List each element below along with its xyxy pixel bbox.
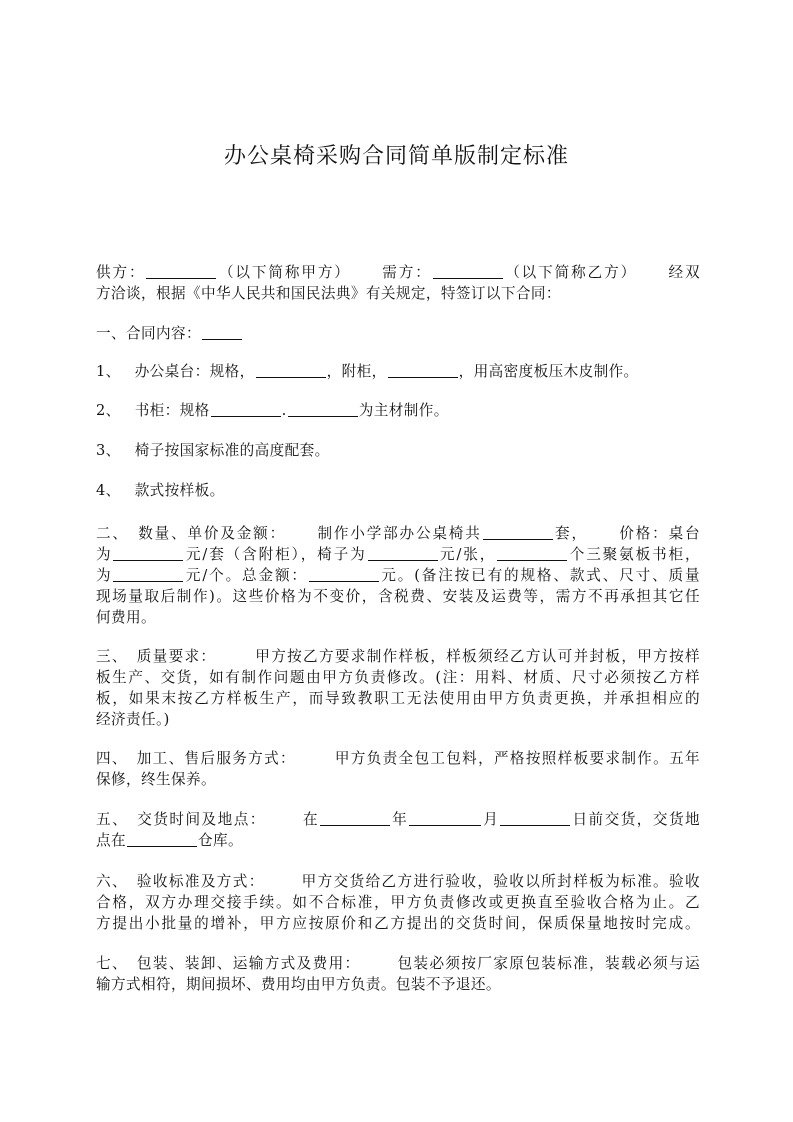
section-1-heading <box>96 323 700 344</box>
item-4-number: 4、 <box>96 482 121 499</box>
s2-text-e: 元/套（含附柜），椅子为 <box>184 546 367 563</box>
delivery-year-blank <box>320 811 390 826</box>
s2-text-b: 套， <box>553 525 588 542</box>
item-1-text-b: ，附柜， <box>326 363 387 380</box>
cabinet-blank <box>388 363 458 378</box>
s4-line-1: 甲方负责全包工包料，严格按照样板要求制作。五年 <box>333 750 700 767</box>
supplier-label: 供方： <box>96 264 146 281</box>
desk-spec-blank <box>256 363 326 378</box>
total-sets-blank <box>483 525 553 540</box>
bookcase-price-blank <box>113 567 183 582</box>
contract-content-blank <box>202 325 242 340</box>
s5-text-b: 年 <box>391 811 409 828</box>
section-4 <box>96 748 700 790</box>
intro-line1-tail: 经双 <box>667 264 701 281</box>
s3-line-1: 甲方按乙方要求制作样板，样板须经乙方认可并封板，甲方按样 <box>254 648 700 665</box>
s3-line-3: 板，如果末按乙方样板生产，而导致教职工无法使用由甲方负责更换，并承担相应的 <box>96 690 700 707</box>
supplier-note: （以下简称甲方） <box>217 264 351 281</box>
s2-text-j: 元。(备注按已有的规格、款式、尺寸、质量 <box>379 567 700 584</box>
intro-paragraph <box>96 262 700 304</box>
item-4-text: 款式按样板。 <box>134 482 225 499</box>
section-2 <box>96 523 700 628</box>
item-2-text-a: 书柜：规格 <box>134 402 210 419</box>
item-1-text-c: ，用高密度板压木皮制作。 <box>458 363 639 380</box>
s6-line-1: 甲方交货给乙方进行验收，验收以所封样板为标准。验收 <box>300 873 700 890</box>
s3-line-4: 经济责任。) <box>96 711 170 728</box>
s7-line-1: 包装必须按厂家原包装标准，装载必须与运 <box>396 955 700 972</box>
item-2-text-c: 为主材制作。 <box>358 402 449 419</box>
s2-text-a: 制作小学部办公桌椅共 <box>316 525 482 542</box>
total-amount-blank <box>309 567 379 582</box>
section-2-title: 数量、单价及金额： <box>136 525 287 542</box>
item-2-number: 2、 <box>96 402 121 419</box>
section-2-number: 二、 <box>96 525 129 542</box>
s5-text-d: 日前交货，交货地 <box>571 811 701 828</box>
section-7-title: 包装、装卸、运输方式及费用： <box>135 955 361 972</box>
section-5 <box>96 809 700 851</box>
chair-price-blank <box>368 546 438 561</box>
item-1 <box>96 361 700 382</box>
s2-text-g: 个三聚氨板书柜， <box>568 546 700 563</box>
section-3-title: 质量要求： <box>135 648 217 665</box>
item-3 <box>96 440 700 461</box>
section-7 <box>96 953 700 995</box>
section-7-number: 七、 <box>96 955 128 972</box>
buyer-label: 需方： <box>380 264 432 281</box>
s5-text-a: 在 <box>301 811 320 828</box>
intro-line-1 <box>96 262 700 283</box>
section-6 <box>96 871 700 934</box>
delivery-month-blank <box>409 811 481 826</box>
buyer-blank <box>433 264 503 279</box>
section-4-title: 加工、售后服务方式： <box>135 750 296 767</box>
page-title: 办公桌椅采购合同简单版制定标准 <box>223 144 569 169</box>
item-3-number: 3、 <box>96 442 121 459</box>
item-1-number: 1、 <box>96 363 121 380</box>
s2-text-f: 元/张， <box>438 546 497 563</box>
warehouse-blank <box>127 832 197 847</box>
item-3-text: 椅子按国家标准的高度配套。 <box>134 442 330 459</box>
section-5-number: 五、 <box>96 811 129 828</box>
section-5-title: 交货时间及地点： <box>136 811 266 828</box>
s2-text-c: 价格：桌台 <box>617 525 700 542</box>
s3-line-2: 板生产、交货，如有制作问题由甲方负责修改。(注：用料、材质、尺寸必须按乙方样 <box>96 669 700 686</box>
bookcase-spec-blank-1 <box>211 402 281 417</box>
bookcase-count-blank <box>497 546 567 561</box>
section-3-number: 三、 <box>96 648 128 665</box>
supplier-blank <box>146 264 216 279</box>
bookcase-spec-blank-2 <box>288 402 358 417</box>
s4-line-2: 保修，终生保养。 <box>96 771 216 788</box>
desk-price-blank <box>113 546 183 561</box>
s5-text-f: 仓库。 <box>198 832 243 849</box>
item-1-text-a: 办公桌台：规格， <box>134 363 255 380</box>
buyer-note: （以下简称乙方） <box>503 264 638 281</box>
s2-text-h: 为 <box>96 567 113 584</box>
s6-line-3: 方提出小批量的增补，甲方应按原价和乙方提出的交货时间，保质保量地按时完成。 <box>96 915 700 932</box>
section-6-number: 六、 <box>96 873 128 890</box>
s2-line-4: 现场量取后制作)。这些价格为不变价，含税费、安装及运费等，需方不再承担其它任 <box>96 588 700 605</box>
section-1-title: 一、合同内容： <box>96 325 201 342</box>
s7-line-2: 输方式相符，期间损坏、费用均由甲方负责。包装不予退还。 <box>96 976 501 993</box>
section-3 <box>96 646 700 730</box>
s6-line-2: 合格，双方办理交接手续。如不合标准，甲方负责修改或更换直至验收合格为止。乙 <box>96 894 700 911</box>
s2-text-d: 为 <box>96 546 113 563</box>
section-4-number: 四、 <box>96 750 128 767</box>
s2-line-5: 何费用。 <box>96 609 156 626</box>
s5-text-e: 点在 <box>96 832 126 849</box>
delivery-day-blank <box>500 811 570 826</box>
s2-text-i: 元/个。总金额： <box>184 567 308 584</box>
section-6-title: 验收标准及方式： <box>135 873 265 890</box>
item-4 <box>96 480 700 501</box>
intro-line-2: 方洽谈，根据《中华人民共和国民法典》有关规定，特签订以下合同： <box>96 285 561 302</box>
item-2 <box>96 400 700 421</box>
item-2-text-b: . <box>281 402 287 419</box>
s5-text-c: 月 <box>482 811 500 828</box>
